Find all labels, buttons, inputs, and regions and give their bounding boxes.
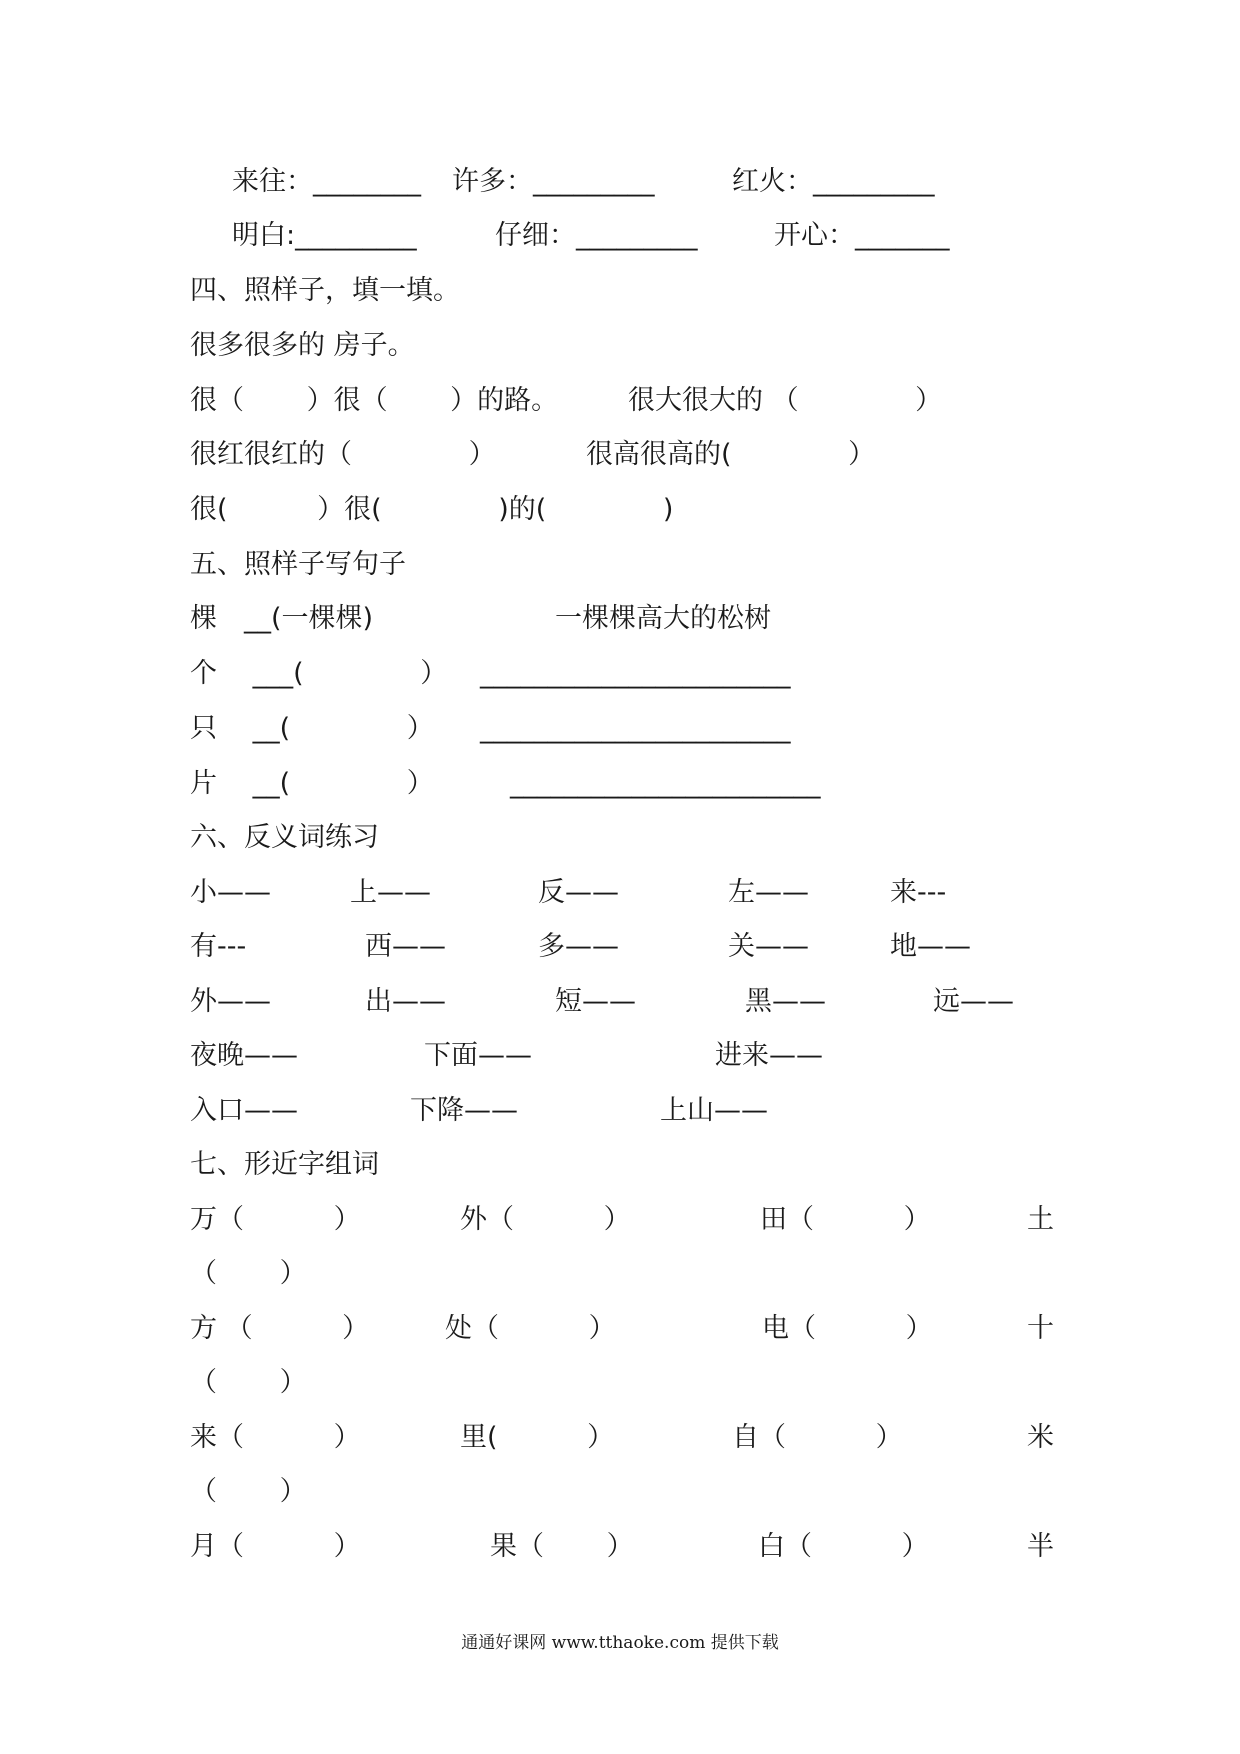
antonym-item: 地—— [890,931,971,962]
char-item: 外（ ） [460,1204,631,1235]
antonym-item: 左—— [728,877,809,908]
section-5-heading: 五、照样子写句子 [190,549,406,580]
char-item: 半 [1027,1531,1054,1562]
char-item: 万（ ） [190,1204,361,1235]
char-item: 田（ ） [760,1204,931,1235]
section-4-row-3 [0,494,1240,558]
example-word: 棵 __(一棵棵) [190,603,374,634]
char-item: 方 （ ） [190,1313,370,1344]
vocab-item: 仔细：_________ [495,220,698,251]
char-item: 土 [1027,1204,1054,1235]
page-footer: 通通好课网 www.tthaoke.com 提供下载 [461,1633,779,1653]
section-5-row-3 [0,768,1240,864]
fill-item: 很红很红的（ ） [190,439,496,470]
vocab-item: 明白:_________ [232,220,417,251]
sentence-blank: _______________________ [480,713,791,744]
antonym-item: 远—— [933,986,1014,1017]
similar-char-row-4 [0,1531,1240,1691]
antonym-item: 下降—— [410,1095,518,1126]
antonym-item: 西—— [365,931,446,962]
section-4-heading: 四、照样子，填一填。 [190,275,460,306]
fill-item: 很高很高的( ） [586,439,876,470]
fill-item: 很( ）很( )的( ) [190,494,674,525]
sentence-blank: _______________________ [480,658,791,689]
antonym-item: 入口—— [190,1095,298,1126]
char-item: 电（ ） [762,1313,933,1344]
char-item: （ ） [190,1476,307,1507]
char-item: 自（ ） [732,1422,903,1453]
antonym-item: 进来—— [715,1040,823,1071]
antonym-item: 下面—— [424,1040,532,1071]
antonym-item: 出—— [365,986,446,1017]
fill-item: 很（ ）很（ ）的路。 [190,385,559,416]
vocab-item: 许多：_________ [452,166,655,197]
vocab-item: 开心：_______ [774,220,950,251]
char-item: 处（ ） [445,1313,616,1344]
vocab-item: 红火：_________ [732,166,935,197]
antonym-item: 小—— [190,877,271,908]
char-item: 白（ ） [758,1531,929,1562]
antonym-item: 外—— [190,986,271,1017]
antonym-item: 关—— [728,931,809,962]
antonym-item: 反—— [538,877,619,908]
sentence-blank: _______________________ [510,768,821,799]
antonym-item: 上山—— [660,1095,768,1126]
char-item: 月（ ） [190,1531,361,1562]
word-blank: 只 __( ） [190,713,434,744]
char-item: 十 [1027,1313,1054,1344]
char-item: 里( ） [460,1422,615,1453]
antonym-item: 来--- [890,877,947,908]
vocab-row-2 [0,220,1240,348]
char-item: 米 [1027,1422,1054,1453]
char-item: （ ） [190,1258,307,1289]
vocab-item: 来往：________ [232,166,421,197]
section-7-heading: 七、形近字组词 [190,1149,379,1180]
antonym-item: 夜晚—— [190,1040,298,1071]
word-blank: 片 __( ） [190,768,434,799]
fill-item: 很大很大的 （ ） [628,385,943,416]
char-item: 果（ ） [490,1531,634,1562]
char-item: 来（ ） [190,1422,361,1453]
antonym-item: 多—— [538,931,619,962]
example-sentence: 一棵棵高大的松树 [555,603,771,634]
section-4-example: 很多很多的 房子。 [190,330,415,361]
antonym-item: 上—— [350,877,431,908]
antonym-item: 短—— [555,986,636,1017]
antonym-item: 有--- [190,931,247,962]
char-item: （ ） [190,1367,307,1398]
section-6-heading: 六、反义词练习 [190,822,379,853]
word-blank: 个 ___( ） [190,658,448,689]
antonym-item: 黑—— [745,986,826,1017]
